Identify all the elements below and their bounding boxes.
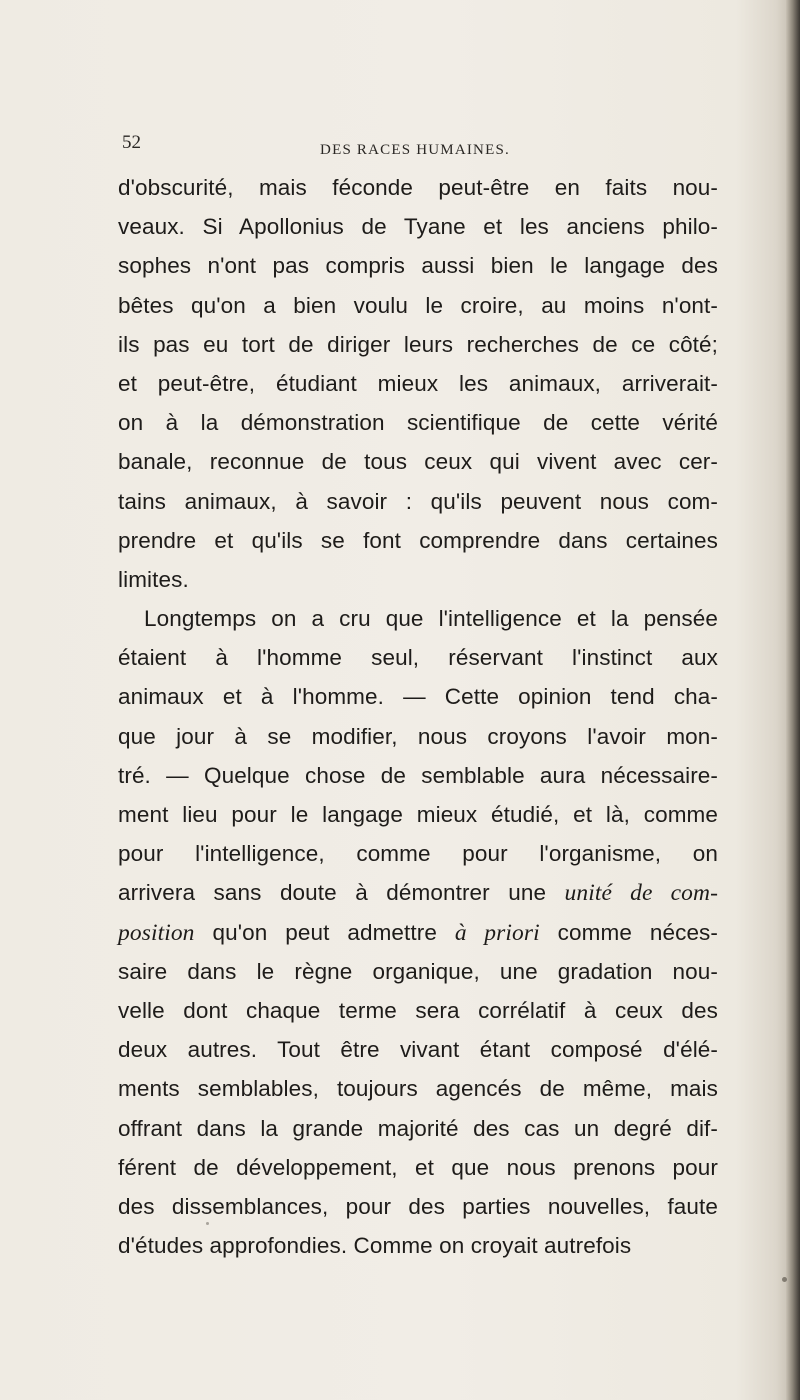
body-text [118,168,718,1265]
text-line-18: pour l'intelligence, comme pour l'organisme, on [118,841,718,867]
text-line-17: ment lieu pour le langage mieux étudié, et là, comme [118,802,718,827]
paper-speck [782,1277,787,1282]
text-line-2: veaux. Si Apollonius de Tyane et les anciens philo- [118,214,718,240]
running-title: DES RACES HUMAINES. [320,142,510,158]
text-line-11: limites. [118,566,189,592]
text-line-1: d'obscurité, mais féconde peut-être en faits nou- [118,175,718,200]
text-line-16: tré. — Quelque chose de semblable aura nécessaire- [118,762,718,788]
text-line-5: ils pas eu tort de diriger leurs recherches de ce côté; [118,331,718,357]
text-line-21: saire dans le règne organique, une gradation nou- [118,958,718,984]
text-line-6: et peut-être, étudiant mieux les animaux, arriverait- [118,370,718,396]
text-line-27: des dissemblances, pour des parties nouvelles, faute [118,1193,718,1219]
text-line-4: bêtes qu'on a bien voulu le croire, au moins n'ont- [118,292,718,318]
paper-speck [206,1222,209,1225]
text-line-22: velle dont chaque terme sera corrélatif à ceux des [118,997,718,1023]
text-line-24: ments semblables, toujours agencés de même, mais [118,1076,718,1102]
text-line-15: que jour à se modifier, nous croyons l'avoir mon- [118,723,718,749]
italic-phrase: à priori [454,919,540,946]
text-line-13: étaient à l'homme seul, réservant l'instinct aux [118,645,718,671]
page-edge-shadow [786,0,800,1400]
text-line-14: animaux et à l'homme. — Cette opinion tend cha- [118,684,718,710]
italic-phrase: position [118,919,195,946]
text-line-9: tains animaux, à savoir : qu'ils peuvent nous com- [118,488,718,514]
text-line-25: offrant dans la grande majorité des cas un degré dif- [118,1115,718,1141]
italic-phrase: unité de com- [564,880,718,907]
text-line-3: sophes n'ont pas compris aussi bien le langage des [118,253,718,279]
text-line-8: banale, reconnue de tous ceux qui vivent avec cer- [118,449,718,475]
text-line-12: Longtemps on a cru que l'intelligence et la pensée [144,606,718,632]
text-line-20: position qu'on peut admettre à priori comme néces- [118,919,718,946]
text-line-10: prendre et qu'ils se font comprendre dans certaines [118,527,718,553]
text-line-19: arrivera sans doute à démontrer une unité de com- [118,880,718,907]
text-line-7: on à la démonstration scientifique de cette vérité [118,410,718,436]
text-line-23: deux autres. Tout être vivant étant composé d'élé- [118,1037,718,1063]
text-line-28: d'études approfondies. Comme on croyait autrefois [118,1233,632,1259]
text-line-26: férent de développement, et que nous prenons pour [118,1154,718,1180]
page-number: 52 [122,132,141,153]
